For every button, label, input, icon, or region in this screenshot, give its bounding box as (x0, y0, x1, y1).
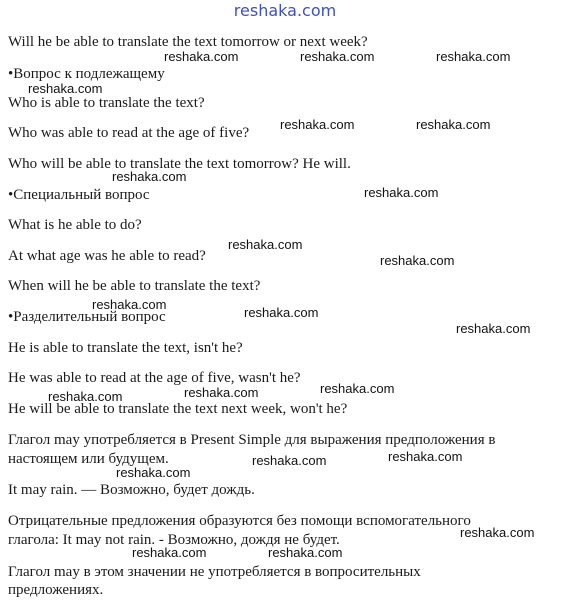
text-line: He was able to read at the age of five, wasn't he? (8, 370, 301, 386)
text-line: глагола: It may not rain. - Возможно, дождя не будет. (8, 532, 340, 548)
section-heading: •Специальный вопрос (8, 187, 150, 203)
watermark: reshaka.com (48, 389, 123, 404)
watermark: reshaka.com (116, 465, 191, 480)
watermark: reshaka.com (184, 385, 259, 400)
watermark: reshaka.com (436, 49, 511, 64)
text-line: Отрицательные предложения образуются без помощи вспомогательного (8, 513, 471, 529)
watermark: reshaka.com (268, 545, 343, 560)
watermark: reshaka.com (456, 321, 531, 336)
watermark: reshaka.com (416, 117, 491, 132)
watermark: reshaka.com (300, 49, 375, 64)
text-line: Глагол may употребляется в Present Simple для выражения предположения в (8, 432, 496, 448)
watermark: reshaka.com (164, 49, 239, 64)
text-line: Глагол may в этом значении не употребляется в вопросительных (8, 564, 421, 580)
text-line: When will he be able to translate the text? (8, 278, 261, 294)
watermark: reshaka.com (112, 169, 187, 184)
text-line: Who was able to read at the age of five? (8, 125, 250, 141)
section-heading: •Вопрос к подлежащему (8, 66, 165, 82)
watermark: reshaka.com (320, 381, 395, 396)
text-line: Who is able to translate the text? (8, 95, 205, 111)
watermark: reshaka.com (92, 297, 167, 312)
text-line: It may rain. — Возможно, будет дождь. (8, 482, 255, 498)
text-line: What is he able to do? (8, 217, 142, 233)
text-line: Will he be able to translate the text tomorrow or next week? (8, 34, 368, 50)
site-header[interactable]: reshaka.com (233, 1, 337, 20)
watermark: reshaka.com (280, 117, 355, 132)
watermark: reshaka.com (132, 545, 207, 560)
section-heading: •Разделительный вопрос (8, 309, 166, 325)
watermark: reshaka.com (28, 81, 103, 96)
watermark: reshaka.com (244, 305, 319, 320)
text-line: Who will be able to translate the text tomorrow? He will. (8, 156, 351, 172)
text-line: At what age was he able to read? (8, 248, 206, 264)
watermark: reshaka.com (380, 253, 455, 268)
text-line: предложениях. (8, 582, 104, 598)
text-line: He will be able to translate the text next week, won't he? (8, 401, 348, 417)
watermark: reshaka.com (228, 237, 303, 252)
watermark: reshaka.com (388, 449, 463, 464)
watermark: reshaka.com (460, 525, 535, 540)
watermark: reshaka.com (252, 453, 327, 468)
watermark: reshaka.com (364, 185, 439, 200)
text-line: настоящем или будущем. (8, 451, 169, 467)
text-line: He is able to translate the text, isn't he? (8, 340, 243, 356)
